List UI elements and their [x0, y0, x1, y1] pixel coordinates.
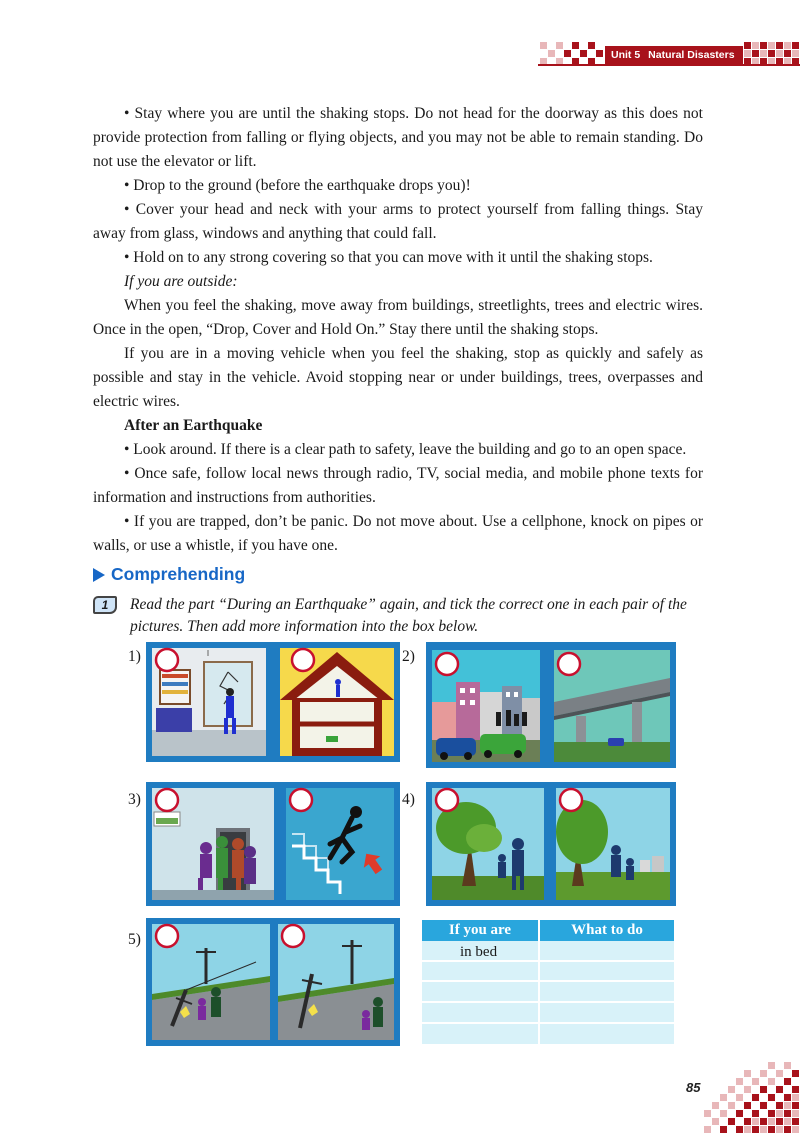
- picture-pair-2: [426, 642, 676, 768]
- body-paragraph: • Hold on to any strong covering so that you can move with it until the shaking stops.: [124, 249, 653, 266]
- picture-pair-3: [146, 782, 400, 906]
- picture-label-1: 1): [128, 648, 141, 665]
- table-cell[interactable]: in bed: [460, 944, 498, 960]
- subheading: After an Earthquake: [124, 417, 263, 434]
- tick-circle-2b[interactable]: [558, 653, 580, 675]
- section-title: [93, 564, 245, 585]
- tick-circle-5a[interactable]: [156, 925, 178, 947]
- table-row-divider: [422, 1022, 674, 1024]
- task-instruction: Read the part “During an Earthquake” again, and tick the correct one in each pair of the pictures. Then add more information into the box below.: [130, 596, 687, 635]
- answer-table: [422, 920, 674, 1044]
- body-paragraph: • Stay where you are until the shaking stops. Do not head for the doorway as this does not provide protection from falling or flying objects, and you may not be able to remain standing. Do not use the elevator or lift.: [93, 105, 703, 170]
- tick-circle-3a[interactable]: [156, 789, 178, 811]
- table-header-action: What to do: [540, 920, 674, 941]
- picture-pair-1: [146, 642, 400, 762]
- body-paragraph: • Drop to the ground (before the earthquake drops you)!: [124, 177, 471, 194]
- body-paragraph: • Cover your head and neck with your arms to protect yourself from falling things. Stay away from glass, windows and anything that could fall.: [93, 201, 703, 242]
- section-title-text: Comprehending: [111, 564, 246, 584]
- picture-pair-5: [146, 918, 400, 1046]
- tick-circle-4a[interactable]: [436, 789, 458, 811]
- body-paragraph: • If you are trapped, don’t be panic. Do not move about. Use a cellphone, knock on pipes or walls, or use a whistle, if you have one.: [93, 513, 703, 554]
- table-column-divider: [538, 920, 540, 1044]
- table-header-situation: If you are: [422, 920, 538, 941]
- unit-header-tag: [605, 46, 743, 64]
- header-pattern-right: [744, 42, 800, 66]
- picture-label-5: 5): [128, 931, 141, 948]
- tick-circle-2a[interactable]: [436, 653, 458, 675]
- tick-circle-3b[interactable]: [290, 789, 312, 811]
- tick-circle-4b[interactable]: [560, 789, 582, 811]
- picture-label-4: 4): [402, 791, 415, 808]
- body-text: [93, 102, 703, 558]
- page-number: 85: [686, 1080, 701, 1095]
- unit-title: Natural Disasters: [648, 49, 735, 61]
- header-pattern-left: [540, 42, 604, 66]
- table-row-divider: [422, 1001, 674, 1003]
- body-paragraph: • Once safe, follow local news through radio, TV, social media, and mobile phone texts for information and instructions from authorities.: [93, 465, 703, 506]
- table-row-divider: [422, 980, 674, 982]
- play-triangle-icon: [93, 568, 105, 582]
- sub-heading-italic: If you are outside:: [124, 273, 238, 290]
- body-paragraph: If you are in a moving vehicle when you feel the shaking, stop as quickly and safely as possible and stay in the vehicle. Avoid stopping near or under buildings, trees, overpasses and electric wires.: [93, 345, 703, 410]
- footer-pattern: [704, 1062, 800, 1134]
- tick-circle-1a[interactable]: [156, 649, 178, 671]
- task-number-badge: 1: [93, 596, 117, 614]
- tick-circle-5b[interactable]: [282, 925, 304, 947]
- picture-label-3: 3): [128, 791, 141, 808]
- tick-circle-1b[interactable]: [292, 649, 314, 671]
- picture-label-2: 2): [402, 648, 415, 665]
- body-paragraph: When you feel the shaking, move away from buildings, streetlights, trees and electric wires. Once in the open, “Drop, Cover and Hold On.” Stay there until the shaking stops.: [93, 297, 703, 338]
- unit-label: Unit 5: [611, 49, 641, 61]
- header-rule: [538, 64, 800, 66]
- picture-pair-4: [426, 782, 676, 906]
- body-paragraph: • Look around. If there is a clear path to safety, leave the building and go to an open space.: [124, 441, 687, 458]
